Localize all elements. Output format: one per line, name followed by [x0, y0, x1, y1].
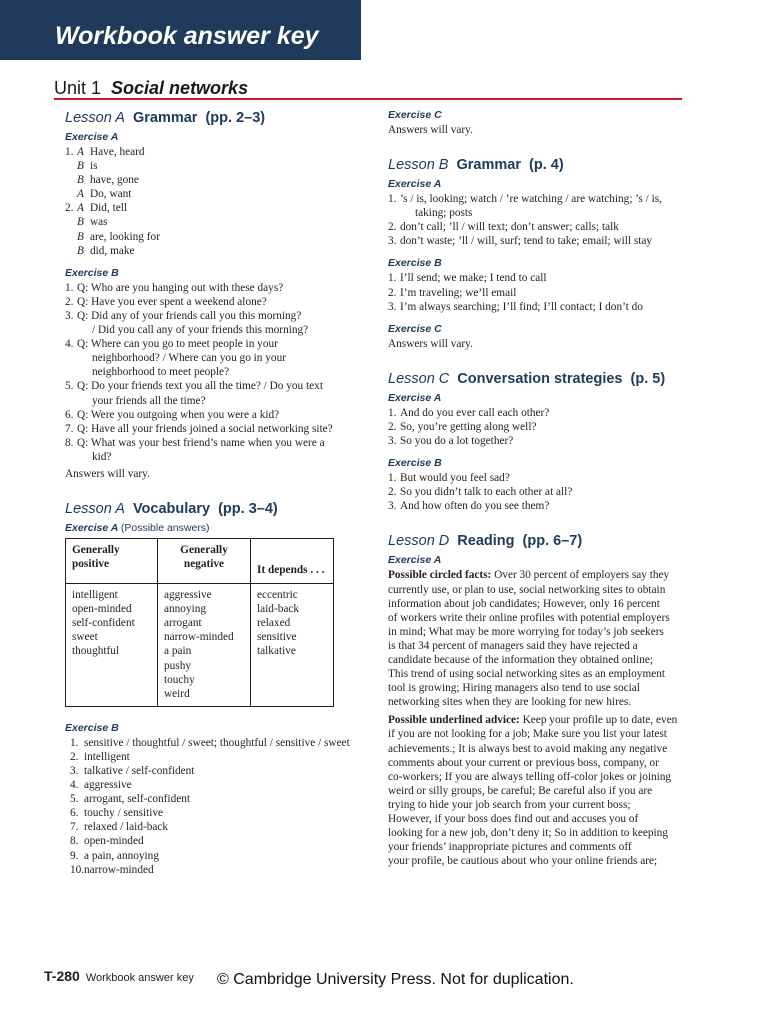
exercise-a-answers — [388, 192, 688, 248]
right-column — [388, 108, 688, 868]
answers-note: Answers will vary. — [388, 124, 473, 136]
answer-line — [65, 365, 365, 379]
lesson-label: Lesson A — [65, 110, 125, 126]
answer-text: Have, heard — [90, 146, 145, 158]
answer-line — [65, 394, 365, 408]
answer-text: a pain, annoying — [84, 849, 159, 862]
exercise-heading: Exercise A — [65, 131, 119, 143]
paragraph-text: looking for a new job, don’t deny it; So in addition to keeping — [388, 827, 668, 840]
paragraph-line — [388, 568, 688, 582]
answer-text: Q: Have you ever spent a weekend alone? — [77, 295, 267, 308]
answer-line — [65, 215, 365, 229]
answer-line — [65, 351, 365, 365]
answer-number: 7. — [70, 821, 79, 834]
lesson-topic: Conversation strategies — [457, 370, 623, 387]
paragraph-line — [388, 583, 688, 597]
paragraph-text: trying to hide your job search from your current boss; — [388, 798, 631, 811]
exercise-b-answers — [65, 736, 365, 877]
answer-text: Do, want — [90, 188, 132, 201]
answers-note: Answers will vary. — [65, 467, 150, 480]
answer-text: So you didn’t talk to each other at all? — [400, 486, 573, 499]
answer-line — [70, 863, 365, 877]
paragraph-text: However, if your boss does find out and accuses you of — [388, 813, 639, 825]
answer-text: taking; posts — [415, 207, 473, 220]
exercise-b-answers — [388, 271, 688, 313]
answer-number: 5. — [70, 793, 79, 806]
answer-line — [388, 499, 688, 513]
answers-note: Answers will vary. — [388, 337, 473, 350]
paragraph-text: currently use, or plan to use, social networking sites to obtain — [388, 583, 666, 596]
answer-line — [70, 849, 365, 863]
vocab-word: narrow-minded — [164, 631, 234, 644]
lesson-label: Lesson B — [388, 157, 449, 174]
answer-line — [388, 485, 688, 499]
answer-number: 3. — [388, 435, 397, 448]
answer-number: 2. — [388, 286, 397, 299]
exercise-heading: Exercise B — [65, 721, 119, 734]
answer-text: / Did you call any of your friends this morning? — [92, 324, 309, 337]
table-header: Generally positive — [66, 539, 158, 584]
answer-text: was — [90, 216, 108, 229]
unit-name: Social networks — [111, 78, 249, 98]
unit-number: Unit 1 — [54, 78, 102, 98]
answer-text: kid? — [92, 450, 112, 463]
exercise-b-answers — [388, 471, 688, 513]
unit-divider — [54, 98, 682, 100]
answer-line — [70, 764, 365, 778]
answer-line — [65, 201, 365, 215]
paragraph-text: comments about your current or previous boss, company, or — [388, 756, 659, 769]
answer-text: did, make — [90, 244, 135, 257]
answer-text: narrow-minded — [84, 863, 154, 876]
answer-part-label: A — [77, 188, 84, 201]
paragraph-line — [388, 681, 688, 695]
lesson-topic: Vocabulary — [132, 501, 211, 518]
table-header: Generally negative — [158, 539, 251, 584]
paragraph-text: achievements.; It is always best to avoid making any negative — [388, 742, 668, 755]
answer-text: have, gone — [90, 174, 139, 187]
answer-line — [65, 337, 365, 351]
vocab-word: open-minded — [72, 603, 132, 616]
unit-heading — [54, 76, 248, 100]
exercise-heading: Exercise B — [388, 257, 442, 270]
answer-number: 2. — [388, 221, 397, 234]
vocab-word: annoying — [164, 603, 207, 616]
lesson-pages: (pp. 2–3) — [205, 110, 266, 126]
lesson-label: Lesson A — [65, 501, 125, 518]
lesson-topic: Grammar — [456, 157, 521, 174]
paragraph-label: Possible underlined advice: — [388, 714, 520, 727]
answer-text: Q: Did any of your friends call you this morning? — [77, 309, 302, 322]
answer-text: Q: Have all your friends joined a social networking site? — [77, 422, 333, 435]
answer-text: And do you ever call each other? — [400, 406, 550, 419]
answer-number: 8. — [70, 835, 79, 848]
paragraph-line — [388, 770, 688, 784]
paragraph-text: Over 30 percent of employers say they — [491, 569, 670, 582]
vocab-word: eccentric — [257, 589, 298, 602]
answer-line — [65, 436, 365, 450]
answer-text: open-minded — [84, 835, 144, 848]
paragraph-line — [388, 854, 688, 868]
answer-number: 3. — [388, 500, 397, 513]
exercise-a-answers — [65, 145, 365, 258]
answer-line — [65, 145, 365, 159]
lesson-topic: Grammar — [132, 110, 198, 126]
table-cell — [158, 584, 251, 707]
lesson-topic: Reading — [457, 533, 515, 550]
answer-text: relaxed / laid-back — [84, 821, 169, 834]
lesson-a-grammar-heading — [65, 108, 365, 128]
paragraph-text: co-workers; If you are always telling off-color jokes or joining — [388, 770, 672, 783]
answer-line — [65, 159, 365, 173]
lesson-pages: (pp. 6–7) — [522, 533, 583, 550]
paragraph-text: Keep your profile up to date, even — [519, 714, 678, 727]
answer-number: 3. — [388, 300, 397, 313]
vocabulary-table — [65, 538, 334, 707]
answer-text: arrogant, self-confident — [84, 793, 191, 806]
paragraph-line — [388, 639, 688, 653]
answer-line — [388, 192, 688, 206]
answer-number: 2. — [65, 295, 74, 308]
answer-text: don’t waste; ’ll / will, surf; tend to take; email; will stay — [400, 235, 653, 248]
answer-line — [65, 173, 365, 187]
answer-line — [65, 295, 365, 309]
paragraph-text: networking sites when they are looking for new hires. — [388, 696, 632, 709]
answer-number: 2. — [388, 486, 397, 499]
circled-facts — [388, 568, 688, 709]
paragraph-line — [388, 625, 688, 639]
answer-line — [388, 471, 688, 485]
vocab-word: thoughtful — [72, 645, 120, 658]
paragraph-line — [388, 798, 688, 812]
answer-text: I’m always searching; I’ll find; I’ll contact; I don’t do — [400, 300, 643, 313]
answer-number: 10. — [70, 863, 85, 876]
vocab-word: touchy — [164, 673, 195, 686]
answer-line — [65, 422, 365, 436]
paragraph-line — [388, 840, 688, 854]
paragraph-label: Possible circled facts: — [388, 569, 492, 582]
answer-line — [388, 406, 688, 420]
exercise-title: Exercise A — [65, 522, 118, 535]
vocab-word: a pain — [164, 645, 192, 658]
answer-line — [65, 309, 365, 323]
answer-text: Q: Were you outgoing when you were a kid? — [77, 408, 280, 421]
answer-text: Q: Do your friends text you all the time? / Do you text — [77, 380, 323, 393]
paragraph-line — [388, 695, 688, 709]
page-footer — [44, 968, 194, 986]
exercise-heading: Exercise A — [388, 391, 442, 404]
answer-text: neighborhood to meet people? — [92, 366, 230, 379]
paragraph-line — [388, 667, 688, 681]
answer-line — [65, 379, 365, 393]
answer-line — [70, 792, 365, 806]
vocab-word: sensitive — [257, 631, 297, 644]
answer-part-label: B — [77, 230, 84, 243]
answer-number: 8. — [65, 436, 74, 449]
answer-line — [388, 220, 688, 234]
answer-number: 4. — [65, 338, 74, 351]
paragraph-line — [388, 756, 688, 770]
answer-text: are, looking for — [90, 230, 160, 243]
answer-line — [70, 736, 365, 750]
answer-number: 7. — [65, 422, 74, 435]
answer-text: Q: What was your best friend’s name when you were a — [77, 436, 325, 449]
answer-text: touchy / sensitive — [84, 807, 164, 820]
vocab-word: relaxed — [257, 617, 291, 630]
answer-line — [65, 187, 365, 201]
exercise-heading — [65, 521, 365, 535]
answer-text: So, you’re getting along well? — [400, 420, 537, 433]
paragraph-text: your friends’ inappropriate pictures and comments off — [388, 841, 632, 854]
answer-line — [388, 206, 688, 220]
paragraph-text: information about job candidates; However, only 16 percent — [388, 597, 660, 610]
exercise-note: (Possible answers) — [120, 522, 210, 535]
paragraph-text: weird or silly groups, be careful; Be careful also if you are — [388, 784, 653, 797]
answer-text: intelligent — [84, 750, 130, 763]
exercise-heading: Exercise A — [388, 554, 442, 567]
left-column — [65, 108, 365, 877]
answer-line — [65, 408, 365, 422]
vocab-word: weird — [164, 687, 190, 700]
vocab-word: arrogant — [164, 617, 202, 630]
paragraph-text: of workers write their online profiles with potential employers — [388, 611, 670, 624]
lesson-pages: (p. 5) — [630, 370, 666, 387]
exercise-heading: Exercise C — [388, 322, 442, 335]
answer-line — [388, 234, 688, 248]
answer-number: 1. — [388, 406, 397, 419]
lesson-a-vocabulary-heading — [65, 499, 365, 519]
answer-line — [70, 806, 365, 820]
answer-text: And how often do you see them? — [400, 500, 550, 513]
exercise-heading: Exercise A — [388, 178, 442, 191]
lesson-label: Lesson D — [388, 533, 450, 550]
answer-text: ’s / is, looking; watch / ’re watching / are watching; ’s / is, — [400, 193, 662, 206]
vocab-word: pushy — [164, 659, 191, 672]
answer-text: But would you feel sad? — [400, 472, 510, 485]
paragraph-line — [388, 826, 688, 840]
paragraph-line — [388, 784, 688, 798]
paragraph-line — [388, 653, 688, 667]
paragraph-line — [388, 611, 688, 625]
answer-text: I’m traveling; we’ll email — [400, 286, 517, 299]
paragraph-text: tool is growing; Hiring managers also tend to use social — [388, 682, 640, 695]
title-banner — [0, 0, 361, 60]
answer-number: 9. — [70, 849, 79, 862]
answer-number: 2. — [65, 202, 74, 215]
paragraph-line — [388, 597, 688, 611]
paragraph-text: is that 34 percent of managers said they have rejected a — [388, 639, 638, 652]
lesson-pages: (p. 4) — [529, 157, 564, 174]
answer-line — [388, 271, 688, 285]
vocab-word: intelligent — [72, 589, 118, 602]
answer-number: 1. — [388, 272, 397, 285]
answer-text: So you do a lot together? — [400, 435, 514, 448]
answer-number: 1. — [388, 193, 397, 206]
answer-line — [70, 750, 365, 764]
answer-text: talkative / self-confident — [84, 765, 195, 777]
lesson-b-grammar-heading — [388, 155, 688, 175]
answer-number: 1. — [65, 146, 74, 158]
answer-text: don’t call; ’ll / will text; don’t answer; calls; talk — [400, 221, 619, 234]
answer-line — [388, 300, 688, 314]
answer-line — [70, 778, 365, 792]
answer-line — [65, 450, 365, 464]
answer-text: Q: Who are you hanging out with these days? — [77, 281, 284, 294]
lesson-d-heading — [388, 531, 688, 551]
answer-line — [65, 323, 365, 337]
vocab-word: laid-back — [257, 603, 300, 616]
vocab-word: talkative — [257, 645, 296, 658]
answer-part-label: B — [77, 160, 84, 173]
paragraph-text: candidate because of the information they obtained online; — [388, 653, 654, 666]
answer-number: 5. — [65, 380, 74, 393]
paragraph-line — [388, 713, 688, 727]
lesson-label: Lesson C — [388, 370, 450, 387]
answer-text: I’ll send; we make; I tend to call — [400, 272, 547, 285]
answer-part-label: B — [77, 174, 84, 187]
answer-line — [388, 286, 688, 300]
answer-line — [65, 244, 365, 258]
lesson-pages: (pp. 3–4) — [218, 501, 278, 518]
answer-text: sensitive / thoughtful / sweet; thoughtful / sensitive / sweet — [84, 736, 350, 749]
underlined-advice — [388, 713, 688, 868]
paragraph-line — [388, 727, 688, 741]
answer-line — [70, 820, 365, 834]
answer-line — [388, 420, 688, 434]
table-header: It depends . . . — [251, 539, 334, 584]
answer-part-label: B — [77, 244, 84, 257]
answer-text: aggressive — [84, 779, 132, 792]
answer-part-label: A — [77, 146, 84, 158]
paragraph-text: This trend of using social networking sites as an employment — [388, 668, 666, 681]
exercise-heading: Exercise B — [388, 457, 442, 470]
lesson-c-heading — [388, 369, 688, 389]
exercise-b-answers — [65, 281, 365, 464]
answer-number: 1. — [70, 736, 79, 749]
answer-text: neighborhood? / Where can you go in your — [92, 352, 286, 365]
exercise-a-answers — [388, 406, 688, 448]
table-cell — [251, 584, 334, 707]
answer-line — [70, 834, 365, 848]
answer-number: 2. — [70, 750, 79, 763]
page-title: Workbook answer key — [55, 22, 319, 50]
exercise-heading: Exercise C — [388, 109, 442, 121]
paragraph-line — [388, 812, 688, 826]
answer-part-label: A — [77, 202, 84, 215]
paragraph-text: in mind; What may be more worrying for today’s job seekers — [388, 625, 664, 638]
answer-text: Q: Where can you go to meet people in your — [77, 338, 278, 351]
answer-number: 6. — [65, 408, 74, 421]
vocab-word: sweet — [72, 631, 98, 644]
vocab-word: self-confident — [72, 617, 135, 630]
vocab-word: aggressive — [164, 589, 212, 602]
answer-text: Did, tell — [90, 202, 128, 215]
answer-part-label: B — [77, 216, 84, 229]
table-cell — [66, 584, 158, 707]
answer-text: is — [90, 160, 98, 173]
footer-label: Workbook answer key — [85, 972, 194, 984]
answer-line — [388, 434, 688, 448]
copyright-notice: © Cambridge University Press. Not for duplication. — [217, 971, 574, 988]
page-number: T-280 — [44, 968, 80, 984]
answer-number: 1. — [388, 472, 397, 485]
paragraph-text: if you are not looking for a job; Make sure you list your latest — [388, 728, 667, 741]
paragraph-text: your profile, be cautious about who your online friends are; — [388, 855, 658, 868]
answer-number: 3. — [70, 765, 79, 777]
answer-line — [65, 281, 365, 295]
answer-number: 3. — [65, 309, 74, 322]
answer-line — [65, 230, 365, 244]
answer-number: 3. — [388, 235, 397, 248]
exercise-heading: Exercise B — [65, 266, 119, 279]
answer-number: 1. — [65, 281, 74, 294]
answer-number: 2. — [388, 420, 397, 433]
answer-number: 6. — [70, 807, 79, 820]
paragraph-line — [388, 742, 688, 756]
answer-text: your friends all the time? — [92, 394, 206, 407]
answer-number: 4. — [70, 779, 79, 792]
